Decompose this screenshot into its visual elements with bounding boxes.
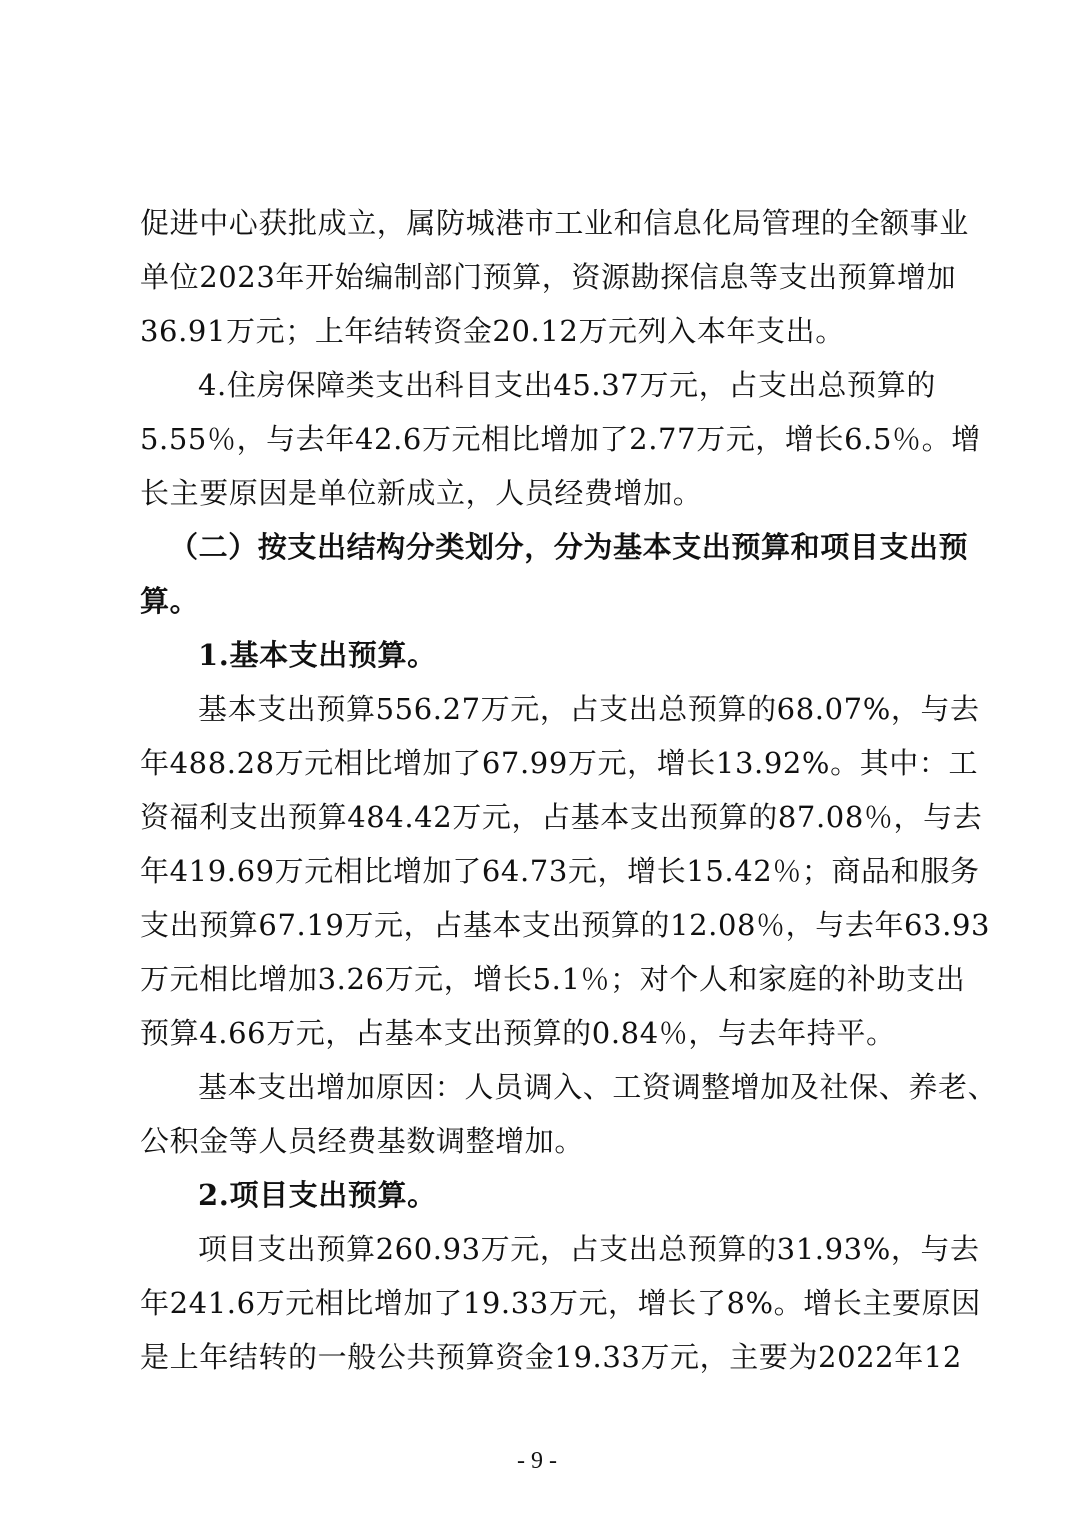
paragraph-continuation [140, 196, 969, 358]
text-line: 是上年结转的一般公共预算资金19.33万元，主要为2022年12 [140, 1340, 962, 1374]
text-line: 促进中心获批成立，属防城港市工业和信息化局管理的全额事业 [140, 206, 969, 240]
text-line: 预算4.66万元，占基本支出预算的0.84％，与去年持平。 [140, 1016, 896, 1050]
text-line: 项目支出预算260.93万元，占支出总预算的31.93%，与去 [198, 1232, 980, 1266]
text-line: 年488.28万元相比增加了67.99万元，增长13.92%。其中：工 [140, 746, 979, 780]
page-number: - 9 - [517, 1448, 557, 1474]
text-line: 36.91万元；上年结转资金20.12万元列入本年支出。 [140, 314, 845, 348]
document-body [140, 196, 998, 1384]
text-line: 万元相比增加3.26万元，增长5.1％；对个人和家庭的补助支出 [140, 962, 966, 996]
section-heading-expenditure-structure [140, 520, 969, 628]
paragraph-basic-expenditure-reason [140, 1060, 998, 1168]
heading-line: （二）按支出结构分类划分，分为基本支出预算和项目支出预 [169, 530, 969, 564]
subheading-basic-expenditure [140, 628, 936, 682]
text-line: 年419.69万元相比增加了64.73元，增长15.42％；商品和服务 [140, 854, 980, 888]
heading-line: 1.基本支出预算。 [198, 638, 437, 672]
paragraph-project-expenditure [140, 1222, 981, 1384]
text-line: 年241.6万元相比增加了19.33万元，增长了8%。增长主要原因 [140, 1286, 981, 1320]
text-line: 基本支出预算556.27万元，占支出总预算的68.07%，与去 [198, 692, 980, 726]
text-line: 长主要原因是单位新成立，人员经费增加。 [140, 476, 703, 510]
paragraph-housing-expenditure [140, 358, 981, 520]
text-line: 支出预算67.19万元，占基本支出预算的12.08％，与去年63.93 [140, 908, 991, 942]
text-line: 4.住房保障类支出科目支出45.37万元，占支出总预算的 [198, 368, 936, 402]
text-line: 单位2023年开始编制部门预算，资源勘探信息等支出预算增加 [140, 260, 957, 294]
subheading-project-expenditure [140, 1168, 936, 1222]
text-line: 基本支出增加原因：人员调入、工资调整增加及社保、养老、 [198, 1070, 998, 1104]
heading-line: 算。 [140, 584, 200, 618]
paragraph-basic-expenditure [140, 682, 991, 1060]
heading-line: 2.项目支出预算。 [198, 1178, 437, 1212]
text-line: 5.55％，与去年42.6万元相比增加了2.77万元，增长6.5％。增 [140, 422, 981, 456]
text-line: 公积金等人员经费基数调整增加。 [140, 1124, 585, 1158]
text-line: 资福利支出预算484.42万元，占基本支出预算的87.08％，与去 [140, 800, 983, 834]
